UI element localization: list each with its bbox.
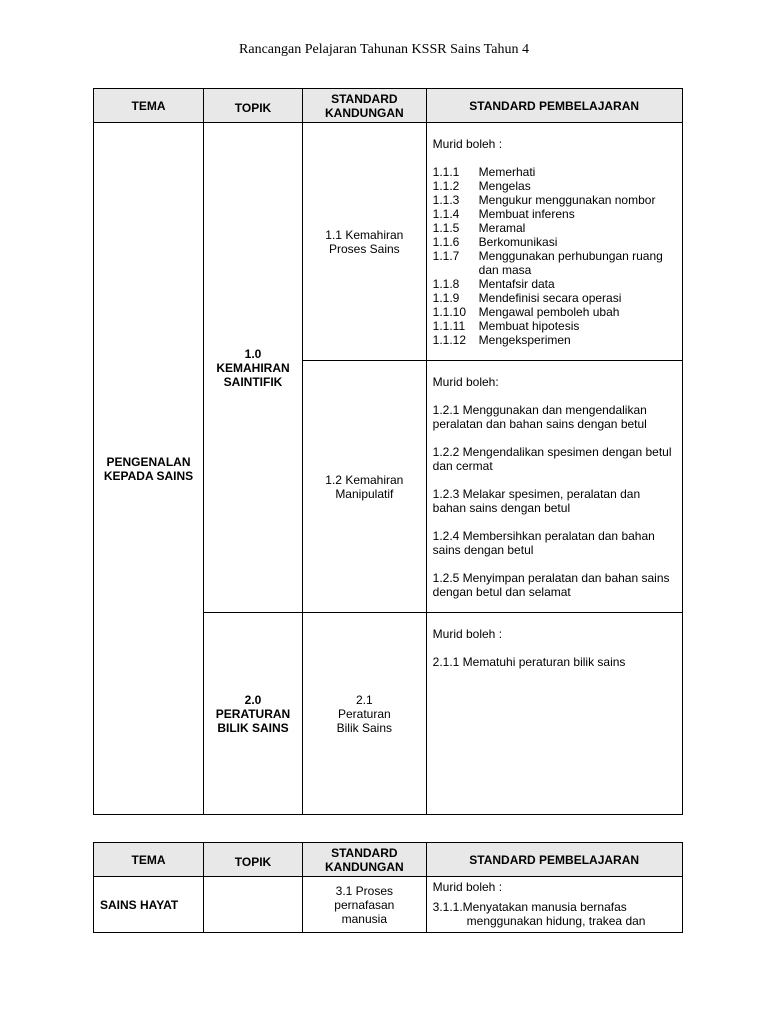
sp-list-1-1 bbox=[433, 165, 676, 347]
table-header-row bbox=[94, 89, 683, 123]
topik-label-2: 2.0 PERATURAN BILIK SAINS bbox=[215, 692, 291, 735]
header-topik: TOPIK bbox=[204, 89, 303, 123]
sk-label-1-2: 1.2 Kemahiran Manipulatif bbox=[325, 472, 404, 501]
header-tema: TEMA bbox=[94, 89, 204, 123]
sk-label-2-1: 2.1 Peraturan Bilik Sains bbox=[336, 692, 392, 735]
sk-label: 3.1 Proses pernafasan manusia bbox=[334, 884, 395, 926]
lesson-plan-table-2 bbox=[93, 842, 683, 933]
header-topik: TOPIK bbox=[204, 843, 303, 877]
list-item: 1.1.6 Berkomunikasi bbox=[432, 235, 558, 249]
list-item: 1.1.7 Menggunakan perhubungan ruang dan masa bbox=[432, 249, 663, 277]
list-item: 2.1.1 Mematuhi peraturan bilik sains bbox=[432, 655, 626, 669]
list-item: 1.2.2 Mengendalikan spesimen dengan betul dan cermat bbox=[432, 445, 672, 473]
topik-cell-2 bbox=[204, 613, 303, 815]
sp-cell bbox=[426, 877, 682, 933]
list-item: 1.1.4 Membuat inferens bbox=[432, 207, 575, 221]
sp-intro: Murid boleh: bbox=[432, 375, 499, 389]
sk-cell-2-1 bbox=[303, 613, 427, 815]
tema-cell bbox=[94, 877, 204, 933]
list-item: 1.1.1 Memerhati bbox=[432, 165, 536, 179]
header-standard-kandungan: STANDARD KANDUNGAN bbox=[303, 89, 427, 123]
list-item: 1.2.4 Membersihkan peralatan dan bahan sains dengan betul bbox=[432, 529, 655, 557]
sp-cell-2-1 bbox=[426, 613, 682, 815]
sk-cell bbox=[303, 877, 427, 933]
document-title: Rancangan Pelajaran Tahunan KSSR Sains Tahun 4 bbox=[239, 42, 529, 57]
table-header-row bbox=[94, 843, 683, 877]
list-item: 1.2.5 Menyimpan peralatan dan bahan sains dengan betul dan selamat bbox=[432, 571, 670, 599]
tema-cell bbox=[94, 123, 204, 815]
list-item: 1.1.12 Mengeksperimen bbox=[432, 333, 571, 347]
topik-cell bbox=[204, 877, 303, 933]
sk-cell-1-2 bbox=[303, 361, 427, 613]
header-standard-pembelajaran: STANDARD PEMBELAJARAN bbox=[426, 843, 682, 877]
table-row bbox=[94, 123, 683, 361]
list-item: 1.2.1 Menggunakan dan mengendalikan peralatan dan bahan sains dengan betul bbox=[432, 403, 647, 431]
sp-cell-1-1 bbox=[426, 123, 682, 361]
sp-intro: Murid boleh : bbox=[432, 137, 503, 151]
topik-cell-1 bbox=[204, 123, 303, 613]
header-standard-pembelajaran: STANDARD PEMBELAJARAN bbox=[426, 89, 682, 123]
list-item: 1.1.5 Meramal bbox=[432, 221, 526, 235]
sp-intro: Murid boleh : bbox=[432, 880, 503, 894]
topik-label-1: 1.0 KEMAHIRAN SAINTIFIK bbox=[216, 346, 290, 389]
sp-intro: Murid boleh : bbox=[432, 627, 503, 641]
sk-cell-1-1 bbox=[303, 123, 427, 361]
lesson-plan-table-1 bbox=[93, 88, 683, 815]
header-standard-kandungan: STANDARD KANDUNGAN bbox=[303, 843, 427, 877]
header-tema: TEMA bbox=[94, 843, 204, 877]
sp-cell-1-2 bbox=[426, 361, 682, 613]
list-item: 1.1.11 Membuat hipotesis bbox=[432, 319, 580, 333]
list-item: 1.1.3 Mengukur menggunakan nombor bbox=[432, 193, 656, 207]
tema-label: PENGENALAN KEPADA SAINS bbox=[103, 454, 194, 483]
list-item: 1.1.10 Mengawal pemboleh ubah bbox=[432, 305, 620, 319]
tema-label: SAINS HAYAT bbox=[100, 897, 179, 912]
table-row bbox=[94, 877, 683, 933]
list-item: 1.1.9 Mendefinisi secara operasi bbox=[432, 291, 622, 305]
list-item: 1.2.3 Melakar spesimen, peralatan dan bahan sains dengan betul bbox=[432, 487, 641, 515]
list-item: 3.1.1.Menyatakan manusia bernafas menggunakan hidung, trakea dan bbox=[432, 900, 646, 928]
list-item: 1.1.2 Mengelas bbox=[432, 179, 531, 193]
list-item: 1.1.8 Mentafsir data bbox=[432, 277, 555, 291]
sk-label-1-1: 1.1 Kemahiran Proses Sains bbox=[325, 227, 404, 256]
